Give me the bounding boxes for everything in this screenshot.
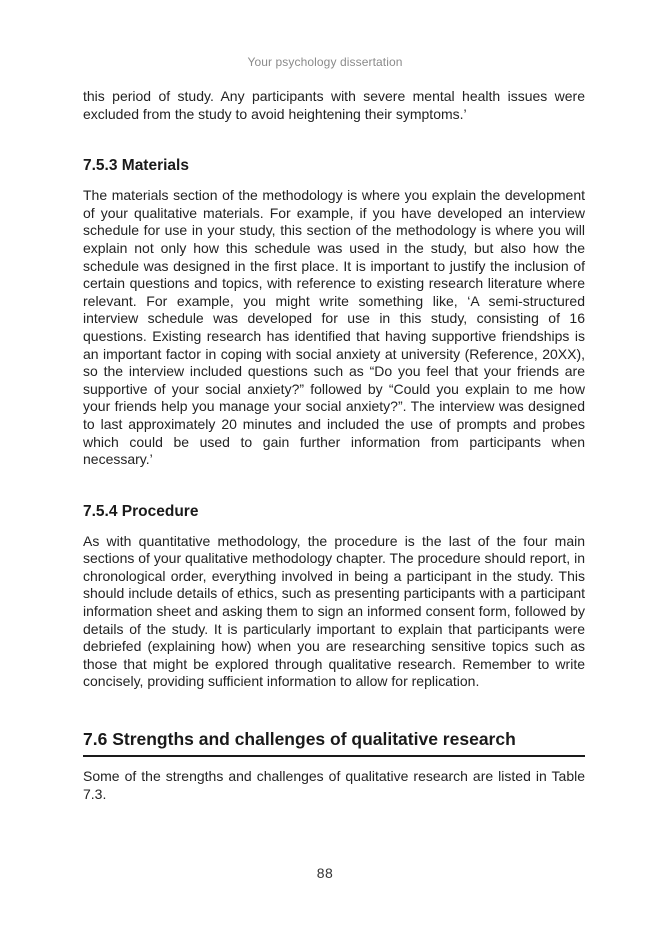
procedure-paragraph: As with quantitative methodology, the procedure is the last of the four main sections of your qualitative methodology chapter. The procedure should report, in chronological order, everything involved in being a participant in the study. This should include details of ethics, such as presenting participants with a participant information sheet and asking them to sign an informed consent form, followed by details of the study. It is particularly important to explain that participants were debriefed (explaining how) when you are researching sensitive topics such as those that might be explored through qualitative research. Remember to write concisely, providing sufficient information to allow for replication. — [83, 532, 585, 690]
running-header: Your psychology dissertation — [247, 55, 403, 69]
page-number: 88 — [316, 865, 334, 881]
section-heading-strengths: 7.6 Strengths and challenges of qualitative research — [83, 727, 585, 757]
intro-paragraph: this period of study. Any participants with severe mental health issues were excluded from the study to avoid heightening their symptoms.’ — [83, 88, 585, 122]
materials-heading: 7.5.3 Materials — [83, 157, 189, 175]
page-content — [83, 88, 585, 803]
procedure-heading: 7.5.4 Procedure — [83, 502, 199, 520]
strengths-paragraph: Some of the strengths and challenges of qualitative research are listed in Table 7.3. — [83, 768, 585, 802]
materials-paragraph: The materials section of the methodology is where you explain the development of your qualitative materials. For example, if you have developed an interview schedule for use in your study, this section of the methodology is where you will explain not only how this schedule was used in the study, but also how the schedule was designed in the first place. It is important to justify the inclusion of certain questions and topics, with reference to existing research literature where relevant. For example, you might write something like, ‘A semi-structured interview schedule was developed for use in this study, consisting of 16 questions. Existing research has identified that having supportive friendships is an important factor in coping with social anxiety at university (Reference, 20XX), so the interview included questions such as “Do you feel that your friends are supportive of your social anxiety?” followed by “Could you explain to me how your friends help you manage your social anxiety?”. The interview was designed to last approximately 20 minutes and included the use of prompts and probes which could be used to gain further information from participants when necessary.’ — [83, 187, 585, 468]
